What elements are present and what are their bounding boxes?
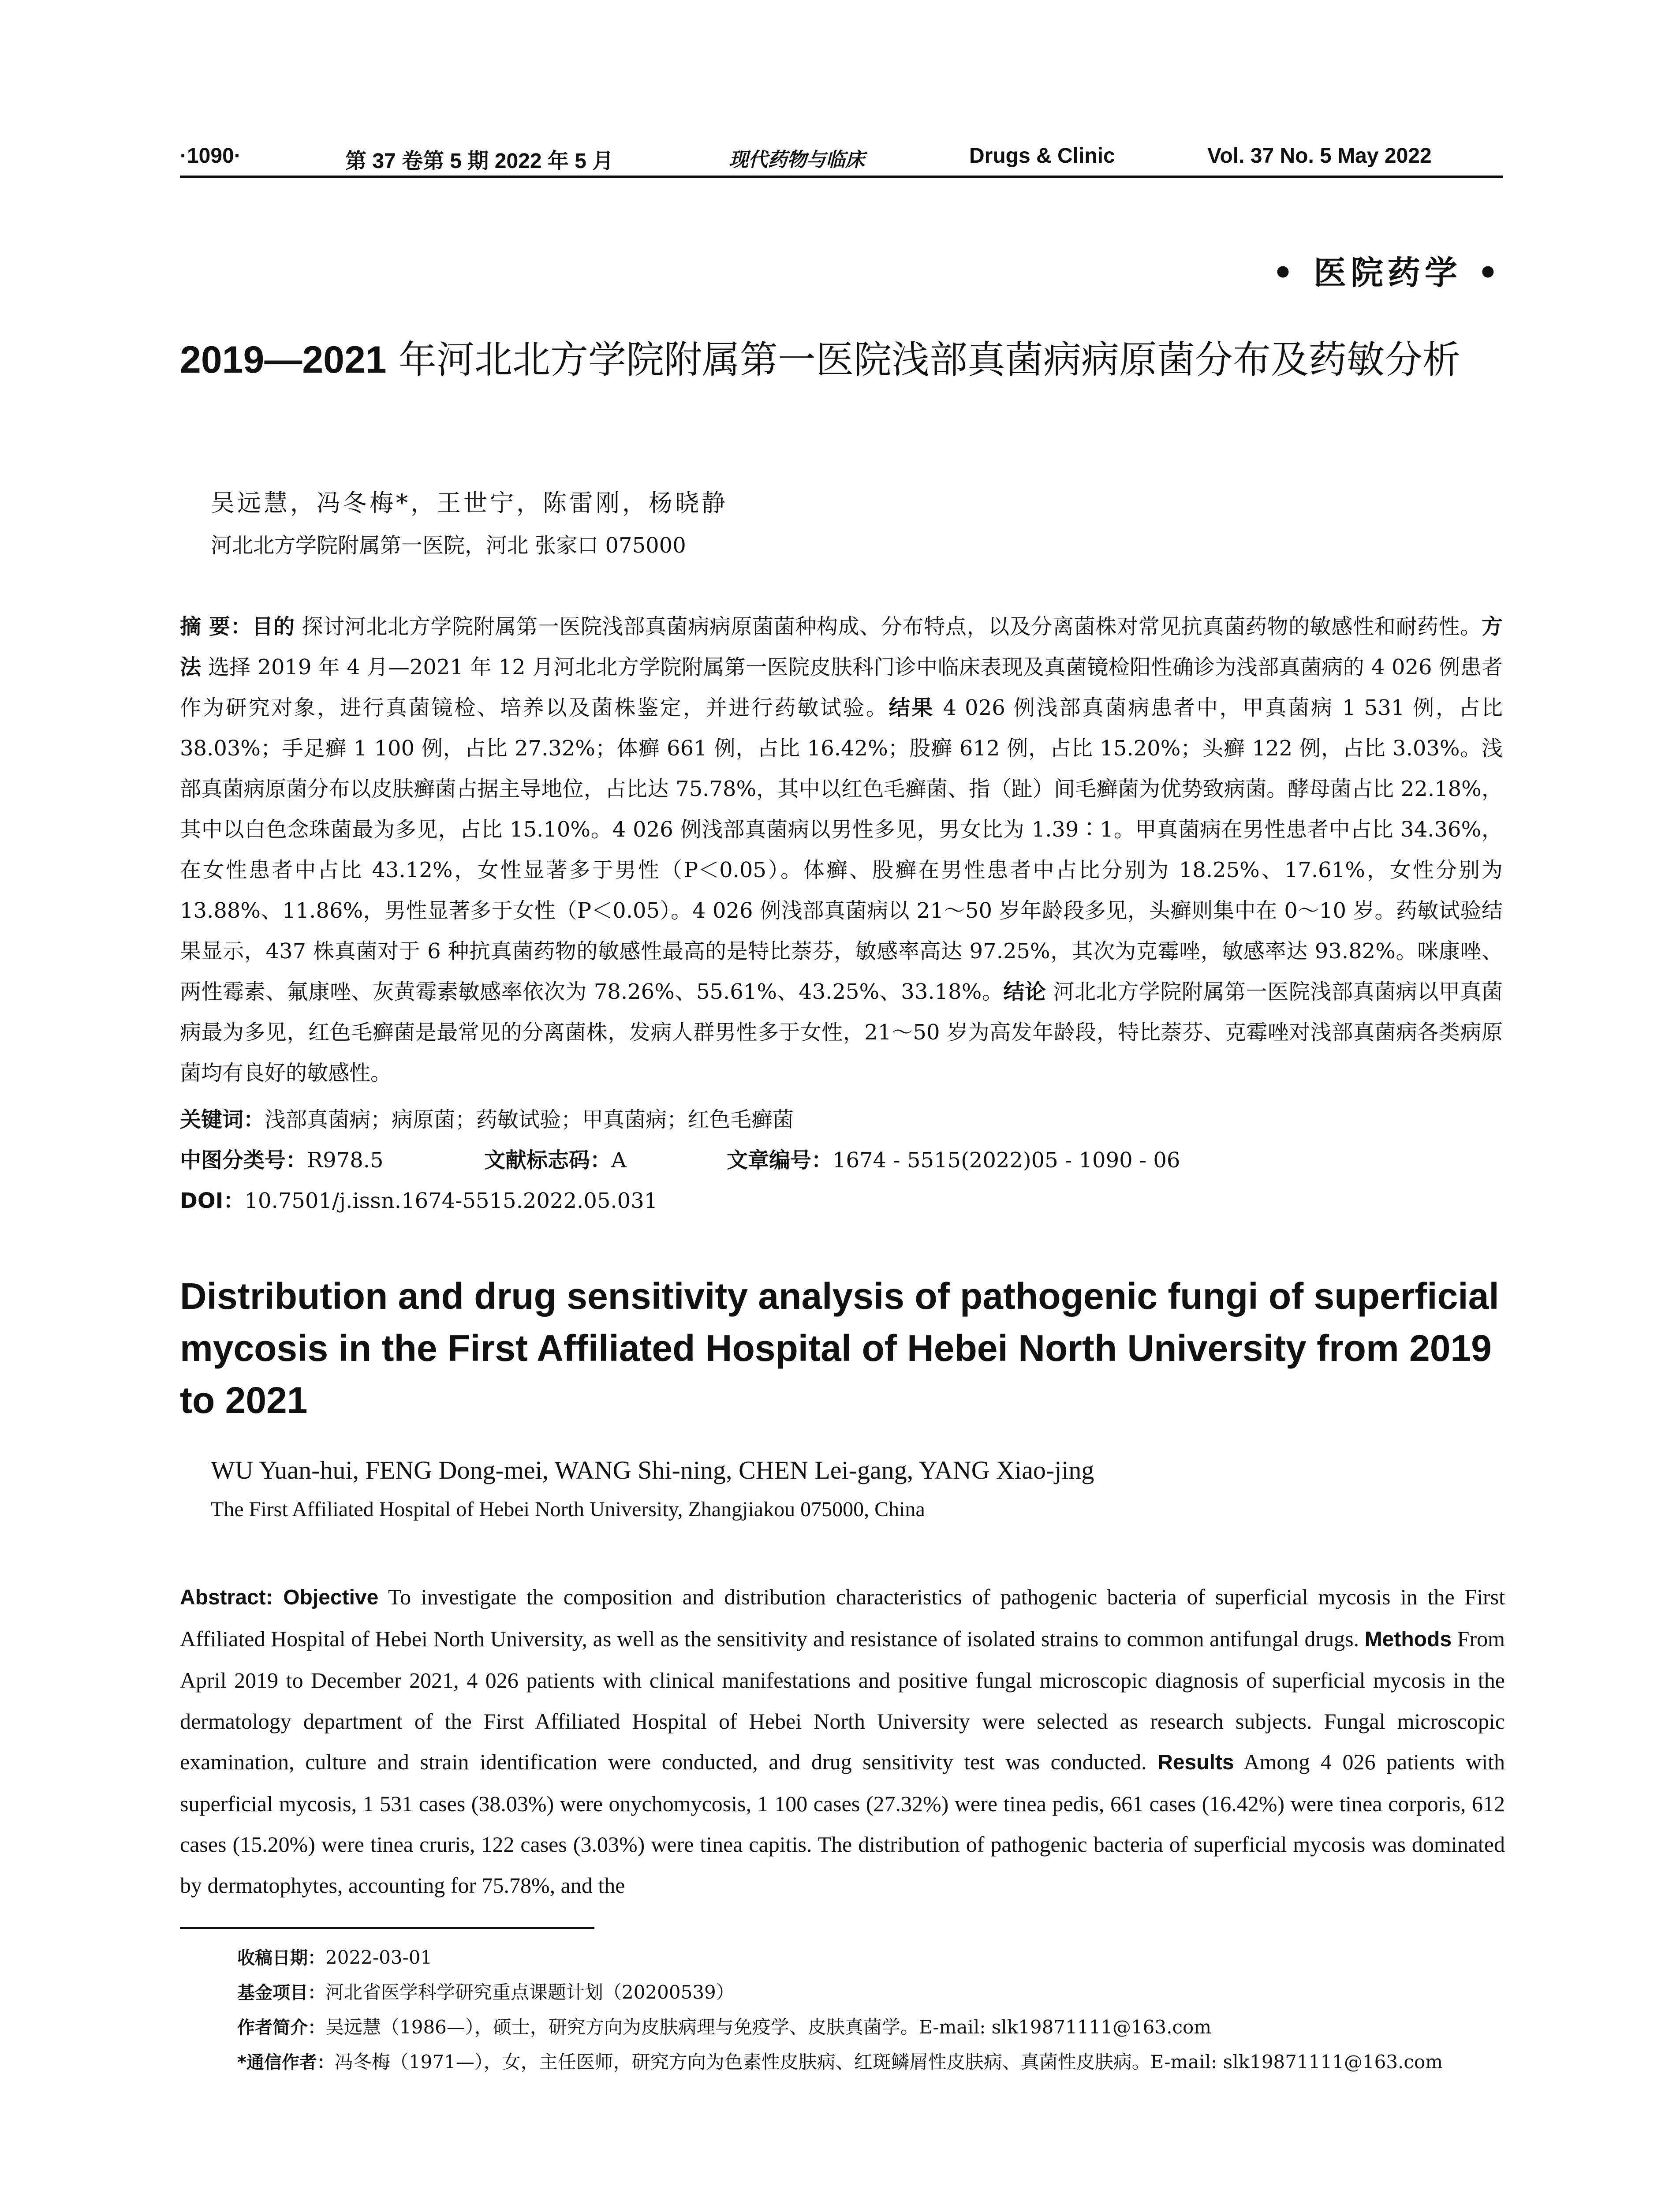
title-years: 2019—2021: [180, 339, 387, 381]
authors-cn: 吴远慧，冯冬梅*，王世宁，陈雷刚，杨晓静: [211, 489, 728, 517]
footnote-label: *通信作者：: [237, 2052, 335, 2073]
affiliation-cn: 河北北方学院附属第一医院，河北 张家口 075000: [211, 533, 686, 558]
methods-label: 方法: [180, 614, 1503, 680]
article-number-value: 1674 - 5515(2022)05 - 1090 - 06: [833, 1148, 1180, 1173]
section-label: • 医院药学 •: [1272, 254, 1503, 292]
doi-line: [180, 1184, 1503, 1214]
footnote-divider: [180, 1927, 594, 1929]
footnote-label: 作者简介：: [237, 2018, 325, 2038]
abstract-cn: [180, 606, 1503, 1093]
footnote-funding: [237, 1975, 1516, 2010]
footnote-label: 基金项目：: [237, 1983, 325, 2003]
authors-en: WU Yuan-hui, FENG Dong-mei, WANG Shi-ning, CHEN Lei-gang, YANG Xiao-jing: [211, 1456, 1094, 1484]
keywords-label: 关键词：: [180, 1107, 265, 1132]
abstract-objective-label-en: Abstract: Objective: [180, 1586, 379, 1609]
doc-code-label: 文献标志码：: [484, 1148, 612, 1173]
objective-text-en: To investigate the composition and distribution characteristics of pathogenic bacteria of superficial mycosis in the First Affiliated Hospital of Hebei North University, as well as the sensitivity and resistance of isolated strains to common antifungal drugs.: [180, 1585, 1505, 1651]
article-title-en: Distribution and drug sensitivity analysis of pathogenic fungi of superficial mycosis in the First Affiliated Hospital of Hebei North University from 2019 to 2021: [180, 1275, 1499, 1421]
abstract-en: [180, 1577, 1505, 1906]
footnote-text: 冯冬梅（1971—），女，主任医师，研究方向为色素性皮肤病、红斑鳞屑性皮肤病、真菌性皮肤病。E-mail: slk19871111@163.com: [334, 2051, 1443, 2073]
footnote-text: 河北省医学科学研究重点课题计划（20200539）: [325, 1981, 735, 2003]
classification-line: [180, 1143, 1503, 1174]
doi-label: DOI：: [180, 1188, 245, 1213]
footnote-text: 2022-03-01: [325, 1947, 433, 1968]
results-text-en: Among 4 026 patients with superficial mycosis, 1 531 cases (38.03%) were onychomycosis, 1 100 cases (27.32%) were tinea pedis, 661 cases (16.42%) were tinea corporis, 612 cases (15.20%) were tinea cruris, 122 cases (3.03%) were tinea capitis. The distribution of pathogenic bacteria of superficial mycosis was dominated by dermatophytes, accounting for 75.78%, and the: [180, 1749, 1505, 1898]
objective-label: 目的: [252, 614, 295, 639]
footnotes: [237, 1940, 1516, 2080]
footnote-received: [237, 1940, 1516, 1975]
doi-link[interactable]: 10.7501/j.issn.1674-5515.2022.05.031: [244, 1188, 658, 1213]
abstract-label: 摘 要：: [180, 614, 252, 639]
methods-text: 选择 2019 年 4 月—2021 年 12 月河北北方学院附属第一医院皮肤科门诊中临床表现及真菌镜检阳性确诊为浅部真菌病的 4 026 例患者作为研究对象，进行真菌镜检、培养以及菌株鉴定，并进行药敏试验。: [180, 655, 1503, 720]
affiliation-en: The First Affiliated Hospital of Hebei North University, Zhangjiakou 075000, China: [211, 1498, 925, 1521]
article-number-label: 文章编号：: [727, 1148, 833, 1173]
page-number: ·1090·: [180, 144, 241, 168]
doc-code-value: A: [611, 1148, 627, 1173]
results-label: 结果: [889, 695, 935, 720]
keywords-text: 浅部真菌病；病原菌；药敏试验；甲真菌病；红色毛癣菌: [265, 1107, 794, 1132]
results-text: 4 026 例浅部真菌病患者中，甲真菌病 1 531 例，占比 38.03%；手足癣 1 100 例，占比 27.32%；体癣 661 例，占比 16.42%；股癣 612 例，占比 15.20%；头癣 122 例，占比 3.03%。浅部真菌病原菌分布以皮肤癣菌占据主导地位，占比达 75.78%，其中以红色毛癣菌、指（趾）间毛癣菌为优势致病菌。酵母菌占比 22.18%，其中以白色念珠菌最为多见，占比 15.10%。4 026 例浅部真菌病以男性多见，男女比为 1.39∶1。甲真菌病在男性患者中占比 34.36%，在女性患者中占比 43.12%，女性显著多于男性（P＜0.05）。体癣、股癣在男性患者中占比分别为 18.25%、17.61%，女性分别为 13.88%、11.86%，男性显著多于女性（P＜0.05）。4 026 例浅部真菌病以 21～50 岁年龄段多见，头癣则集中在 0～10 岁。药敏试验结果显示，437 株真菌对于 6 种抗真菌药物的敏感性最高的是特比萘芬，敏感率高达 97.25%，其次为克霉唑，敏感率达 93.82%。咪康唑、两性霉素、氟康唑、灰黄霉素敏感率依次为 78.26%、55.61%、43.25%、33.18%。: [180, 695, 1503, 1004]
journal-name-cn: 现代药物与临床: [729, 149, 865, 171]
clc-label: 中图分类号：: [180, 1148, 307, 1173]
footnote-label: 收稿日期：: [237, 1948, 325, 1968]
keywords: [180, 1102, 1503, 1133]
objective-text: 探讨河北北方学院附属第一医院浅部真菌病病原菌菌种构成、分布特点，以及分离菌株对常见抗真菌药物的敏感性和耐药性。: [295, 614, 1482, 639]
title-text: 年河北北方学院附属第一医院浅部真菌病病原菌分布及药敏分析: [386, 338, 1460, 382]
running-header: [180, 140, 1503, 178]
issue-cn: 第 37 卷第 5 期 2022 年 5 月: [345, 149, 614, 173]
article-title-cn: [180, 335, 1503, 385]
clc-value: R978.5: [307, 1148, 384, 1173]
issue-en: Vol. 37 No. 5 May 2022: [1207, 144, 1432, 168]
conclusion-text: 河北北方学院附属第一医院浅部真菌病以甲真菌病最为多见，红色毛癣菌是最常见的分离菌株，发病人群男性多于女性，21～50 岁为高发年龄段，特比萘芬、克霉唑对浅部真菌病各类病原菌均有良好的敏感性。: [180, 979, 1503, 1085]
results-label-en: Results: [1157, 1751, 1234, 1774]
methods-text-en: From April 2019 to December 2021, 4 026 patients with clinical manifestations and positive fungal microscopic diagnosis of superficial mycosis in the dermatology department of the First Affiliated Hospital of Hebei North University were selected as research subjects. Fungal microscopic examination, culture and strain identification were conducted, and drug sensitivity test was conducted.: [180, 1626, 1505, 1774]
conclusion-label: 结论: [1003, 979, 1046, 1004]
footnote-text: 吴远慧（1986—），硕士，研究方向为皮肤病理与免疫学、皮肤真菌学。E-mail: slk19871111@163.com: [325, 2016, 1212, 2038]
footnote-corresponding-author: [237, 2045, 1516, 2080]
footnote-author-bio: [237, 2010, 1516, 2045]
methods-label-en: Methods: [1364, 1627, 1452, 1651]
journal-name-en: Drugs & Clinic: [969, 144, 1115, 168]
